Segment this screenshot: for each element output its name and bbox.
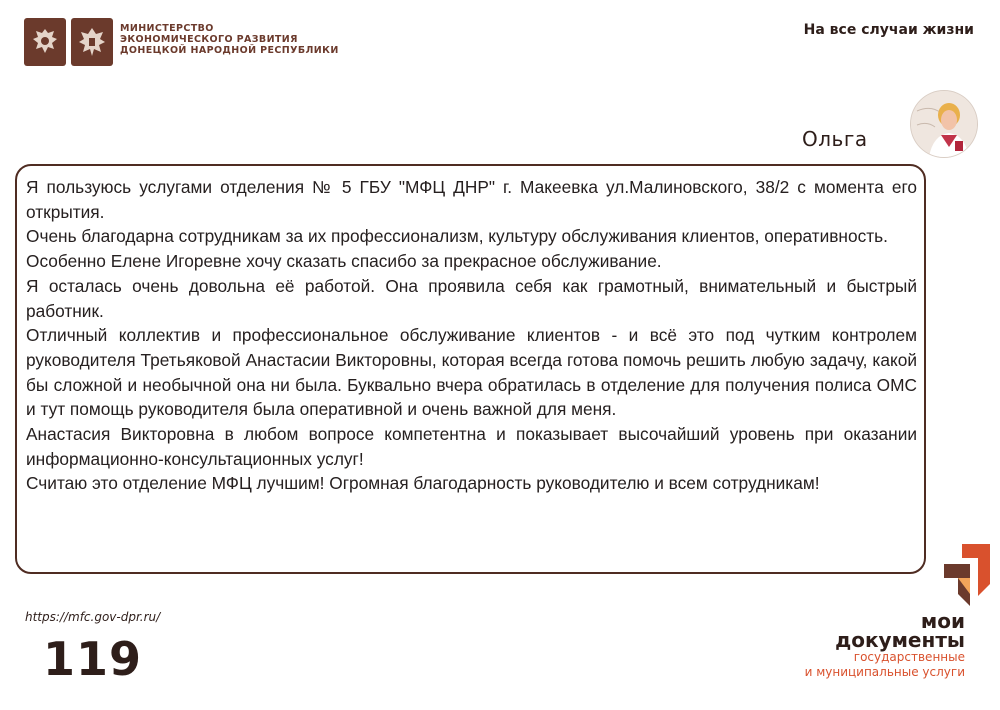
slogan: На все случаи жизни [803, 22, 974, 38]
review-box [15, 164, 926, 574]
brand-subline: государственные [853, 650, 965, 664]
ministry-line: МИНИСТЕРСТВО [120, 23, 214, 34]
brand-line: мои [920, 609, 965, 633]
review-paragraph: Анастасия Викторовна в любом вопросе компетентна и показывает высочайший уровень при оказании информационно-консультационных услуг! [26, 424, 917, 469]
brand-subline: и муниципальные услуги [804, 665, 965, 679]
review-paragraph: Отличный коллектив и профессиональное обслуживание клиентов - и всё это под чутким контролем руководителя Третьяковой Анастасии Викторовны, которая всегда готова помочь решить любую задачу, какой бы сложной и необычной она ни была. Буквально вчера обратилась в отделение для получения полиса ОМС и тут помощь руководителя была оперативной и очень важной для меня. [26, 325, 917, 420]
mfc-logo-icon [944, 544, 990, 606]
review-author: Ольга [802, 127, 868, 151]
review-paragraph: Считаю это отделение МФЦ лучшим! Огромная благодарность руководителю и всем сотрудникам! [26, 473, 820, 494]
review-paragraph: Очень благодарна сотрудникам за их профессионализм, культуру обслуживания клиентов, оперативность. [26, 226, 888, 247]
review-paragraph: Я осталась очень довольна её работой. Она проявила себя как грамотный, внимательный и быстрый работник. [26, 275, 917, 321]
brand-logo-text [804, 609, 965, 680]
user-photo-avatar [911, 91, 977, 157]
review-paragraph: Особенно Елене Игоревне хочу сказать спасибо за прекрасное обслуживание. [26, 251, 662, 272]
ministry-line: ДОНЕЦКОЙ НАРОДНОЙ РЕСПУБЛИКИ [120, 45, 339, 56]
page-number: 119 [43, 632, 143, 686]
header [24, 18, 984, 68]
dpr-emblem-icon [71, 18, 113, 66]
site-url[interactable]: https://mfc.gov-dpr.ru/ [25, 610, 161, 624]
brand-line: документы [835, 628, 965, 652]
russian-emblem-icon [24, 18, 66, 66]
review-paragraph: Я пользуюсь услугами отделения № 5 ГБУ "МФЦ ДНР" г. Макеевка ул.Малиновского, 38/2 с момента его открытия. [26, 177, 917, 222]
ministry-name [120, 23, 339, 56]
ministry-line: ЭКОНОМИЧЕСКОГО РАЗВИТИЯ [120, 34, 298, 45]
